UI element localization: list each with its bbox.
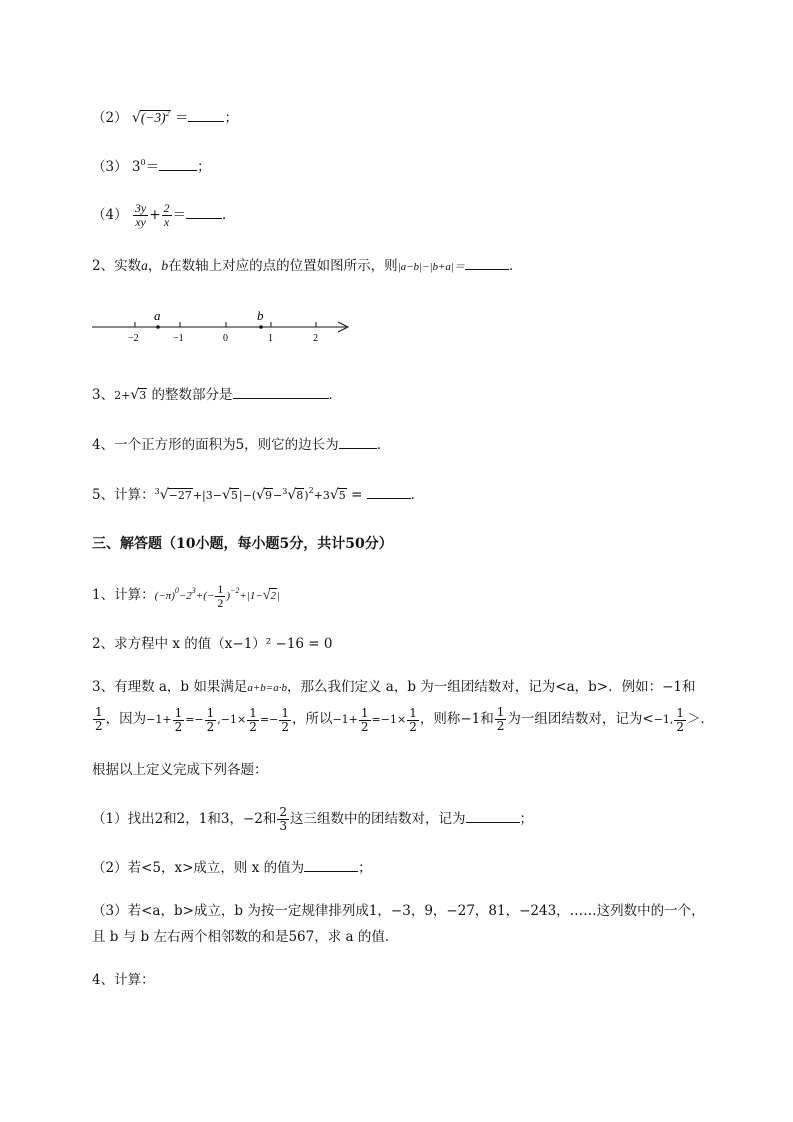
punct: ． — [410, 487, 425, 503]
solve-4: 4、计算： — [92, 972, 155, 988]
solve-3-q3-line-1: （3）若<a，b>成立，b 为按一定规律排列成1，−3，9，−27，81，−243，……这列数中的一个， — [92, 903, 705, 919]
power-expression: $3^0$ — [131, 158, 146, 175]
punct: ＞． — [687, 711, 715, 727]
tick-label: 1 — [268, 333, 273, 344]
item-label: （4） — [92, 207, 128, 223]
problem-text: 2、实数 — [92, 258, 142, 274]
point-b-label: b — [257, 308, 264, 323]
answer-blank[interactable] — [159, 157, 197, 171]
punct: ． — [376, 437, 391, 453]
punct: ； — [358, 860, 372, 876]
punct: ． — [222, 207, 236, 223]
pair-expression: −1, $\frac{1}{2}$ — [653, 705, 685, 734]
problem-text: ，所以 — [291, 711, 333, 727]
fraction-one-half: $\frac{1}{2}$ — [95, 705, 103, 733]
problem-text: 4、一个正方形的面积为5，则它的边长为 — [92, 437, 339, 453]
problem-text: 3、有理数 a，b 如果满足 — [92, 679, 248, 695]
equals-sign: = — [346, 487, 367, 503]
solve-3-q2 — [92, 858, 372, 878]
solve-3-line-1 — [92, 677, 695, 698]
var-b: b — [161, 258, 169, 273]
problem-text: 的整数部分是 — [151, 387, 233, 403]
problem-text: ，那么我们定义 a，b 为一组团结数对，记为<a，b>．例如：−1和 — [286, 679, 696, 695]
radical-sign: √ — [131, 110, 141, 126]
solve-2: 2、求方程中 x 的值（x−1）² −16 = 0 — [92, 636, 333, 652]
equals-sign: ＝ — [145, 159, 160, 175]
answer-blank[interactable] — [465, 256, 509, 270]
problem-text: 3、 — [92, 387, 115, 403]
fraction-2-over-x: $\frac{2}{x}$ — [163, 201, 170, 229]
tick-label: −1 — [173, 333, 184, 344]
answer-blank[interactable] — [304, 858, 358, 872]
answer-blank[interactable] — [466, 809, 520, 823]
fill-item-4: （4） $\frac{3y}{xy}$ + $\frac{2}{x}$ ＝ ． — [92, 201, 236, 229]
section-heading: 三、解答题（10小题，每小题5分，共计50分） — [92, 536, 393, 552]
problem-text: 为一组团结数对，记为< — [507, 711, 654, 727]
equals-sign: ＝ — [174, 110, 189, 126]
fill-item-3 — [92, 157, 211, 179]
punct: ． — [328, 387, 343, 403]
answer-blank[interactable] — [339, 435, 377, 449]
punct: ； — [519, 811, 533, 827]
point-a-dot — [156, 325, 160, 329]
expression-2-plus-root3: 2+√3 — [114, 387, 147, 403]
fraction-one-half: $\frac{1}{2}$ — [496, 705, 505, 733]
problem-4 — [92, 435, 390, 455]
problem-2 — [92, 256, 522, 277]
compute-expression: $^3√-27+|3-√5|-(√9-^3√8)^2+3√5$ — [154, 486, 346, 503]
punct: ． — [508, 258, 523, 274]
problem-text: ，因为 — [105, 711, 147, 727]
solve-3-q3-line-2: 且 b 与 b 左右两个相邻数的和是567，求 a 的值． — [92, 929, 399, 945]
radicand: $(-3)^2$ — [140, 109, 170, 125]
example-expression: −1+ $\frac{1}{2}$ =− $\frac{1}{2}$ ,−1× $\frac{1}{2}$ =− $\frac{1}{2}$ — [146, 705, 289, 734]
tick-label: 2 — [313, 333, 318, 344]
fraction-two-thirds: $\frac{2}{3}$ — [279, 805, 287, 833]
fill-item-2 — [92, 108, 238, 128]
number-line-diagram — [88, 305, 358, 347]
problem-text: ，则称−1和 — [419, 711, 494, 727]
problem-text: 这三组数中的团结数对，记为 — [290, 811, 466, 827]
punct: ； — [224, 110, 238, 126]
punct: ； — [197, 159, 211, 175]
problem-text: （2）若<5，x>成立，则 x 的值为 — [92, 860, 305, 876]
compute-expression: $(-\pi)^0-2^3+(-$ $\frac{1}{2}$ )$^{-2}$+|1−√2| — [154, 582, 280, 610]
point-b-dot — [259, 325, 263, 329]
example-expression: −1+ $\frac{1}{2}$ =−1× $\frac{1}{2}$ — [332, 705, 417, 734]
answer-blank[interactable] — [367, 485, 411, 499]
abs-expression: |a−b|−|b+a|＝ — [397, 261, 465, 273]
solve-3-q1 — [92, 803, 533, 835]
point-a-label: a — [154, 308, 161, 323]
problem-text: 1、计算： — [92, 587, 155, 604]
punct: ， — [147, 258, 162, 274]
answer-blank[interactable] — [186, 205, 222, 219]
problem-text: （1）找出2和2，1和3，−2和 — [92, 811, 277, 827]
fraction-3y-over-xy: $\frac{3y}{xy}$ — [134, 201, 147, 229]
problem-3 — [92, 385, 342, 406]
var-a: a — [141, 258, 148, 273]
item-label: （3） — [92, 159, 128, 175]
answer-blank[interactable] — [233, 385, 329, 399]
solve-3-line-3: 根据以上定义完成下列各题： — [92, 762, 268, 778]
tick-label: −2 — [128, 333, 139, 344]
problem-text: 5、计算： — [92, 487, 155, 503]
solve-3-line-2 — [92, 703, 714, 736]
tick-label: 0 — [223, 333, 228, 344]
answer-blank[interactable] — [188, 108, 224, 122]
condition-expression: a+b=a·b — [247, 682, 287, 694]
problem-text: 在数轴上对应的点的位置如图所示，则 — [168, 258, 398, 274]
solve-1 — [92, 583, 280, 610]
problem-5 — [92, 485, 424, 507]
item-label: （2） — [92, 110, 128, 126]
